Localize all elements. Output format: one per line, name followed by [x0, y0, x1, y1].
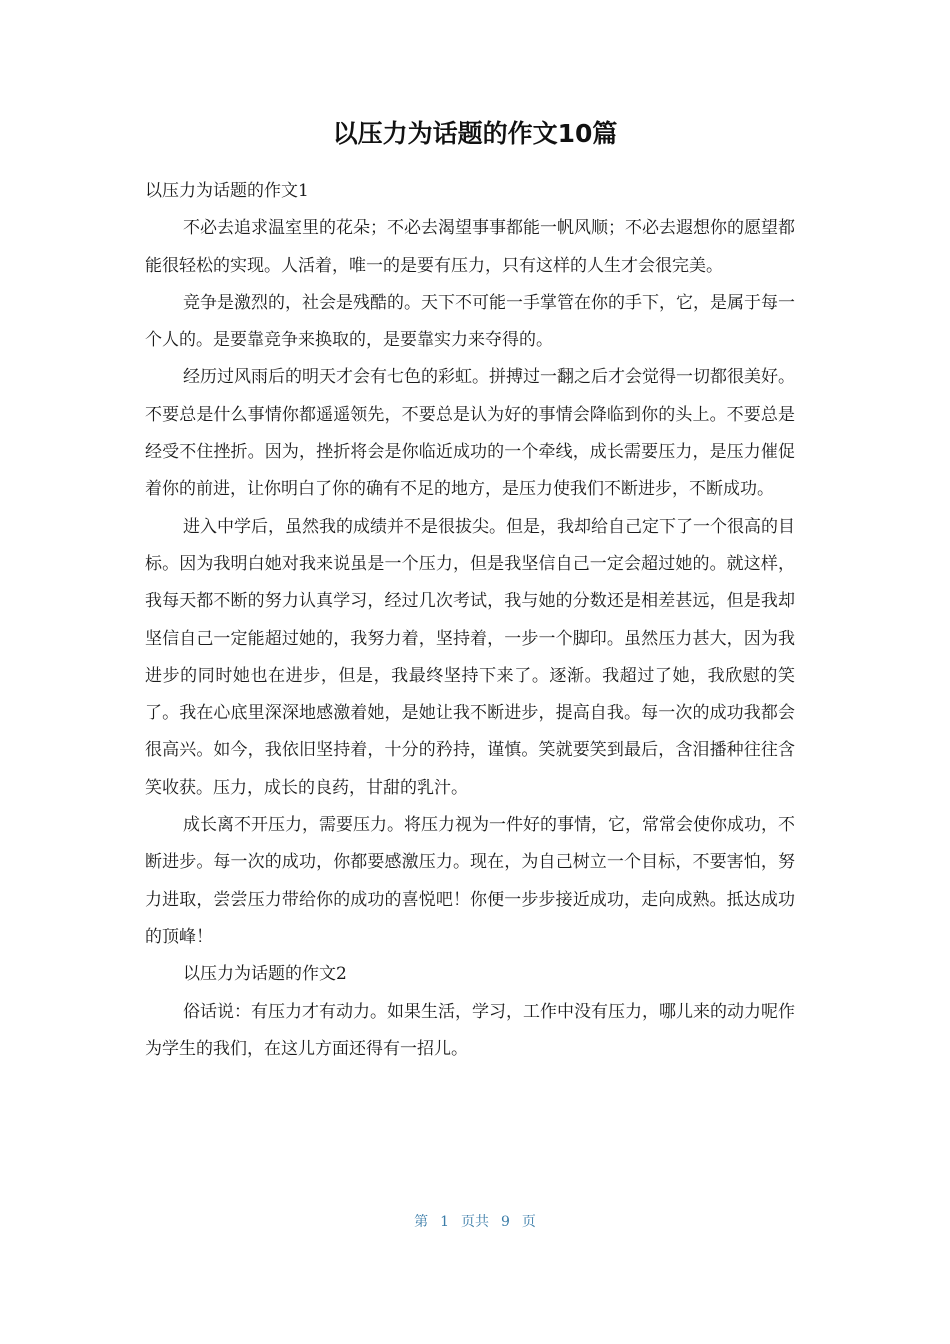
document-body — [145, 173, 795, 1068]
total-pages-number: 9 — [501, 1214, 510, 1230]
current-page-number: 1 — [440, 1214, 449, 1230]
paragraph: 竞争是激烈的，社会是残酷的。天下不可能一手掌管在你的手下，它，是属于每一个人的。是要靠竞争来换取的，是要靠实力来夺得的。 — [145, 292, 795, 351]
paragraph: 不必去追求温室里的花朵；不必去渴望事事都能一帆风顺；不必去遐想你的愿望都能很轻松的实现。人活着，唯一的是要有压力，只有这样的人生才会很完美。 — [145, 218, 795, 276]
paragraph: 进入中学后，虽然我的成绩并不是很拔尖。但是，我却给自己定下了一个很高的目标。因为我明白她对我来说虽是一个压力，但是我坚信自己一定会超过她的。就这样，我每天都不断的努力认真学习，经过几次考试，我与她的分数还是相差甚远，但是我却坚信自己一定能超过她的，我努力着，坚持着，一步一个脚印。虽然压力甚大，因为我进步的同时她也在进步，但是，我最终坚持下来了。逐渐。我超过了她，我欣慰的笑了。我在心底里深深地感激着她，是她让我不断进步，提高自我。每一次的成功我都会很高兴。如今，我依旧坚持着，十分的矜持，谨慎。笑就要笑到最后，含泪播种往往含笑收获。压力，成长的良药，甘甜的乳汁。 — [145, 516, 795, 798]
section-heading: 以压力为话题的作文2 — [183, 964, 347, 985]
footer-middle: 页共 — [461, 1214, 489, 1230]
footer-suffix: 页 — [521, 1214, 536, 1230]
footer-prefix: 第 — [414, 1214, 429, 1230]
page-title: 以压力为话题的作文10篇 — [332, 119, 618, 148]
page-footer — [0, 1210, 950, 1234]
section-heading: 以压力为话题的作文1 — [145, 181, 309, 201]
paragraph: 俗话说：有压力才有动力。如果生活，学习，工作中没有压力，哪儿来的动力呢作为学生的我们，在这儿方面还得有一招儿。 — [145, 1001, 795, 1059]
paragraph: 经历过风雨后的明天才会有七色的彩虹。拼搏过一翻之后才会觉得一切都很美好。不要总是什么事情你都遥遥领先，不要总是认为好的事情会降临到你的头上。不要总是经受不住挫折。因为，挫折将会是你临近成功的一个牵线，成长需要压力，是压力催促着你的前进，让你明白了你的确有不足的地方，是压力使我们不断进步，不断成功。 — [145, 367, 795, 500]
paragraph: 成长离不开压力，需要压力。将压力视为一件好的事情，它，常常会使你成功，不断进步。每一次的成功，你都要感激压力。现在，为自己树立一个目标，不要害怕，努力进取，尝尝压力带给你的成功的喜悦吧！你便一步步接近成功，走向成熟。抵达成功的顶峰！ — [145, 815, 795, 947]
